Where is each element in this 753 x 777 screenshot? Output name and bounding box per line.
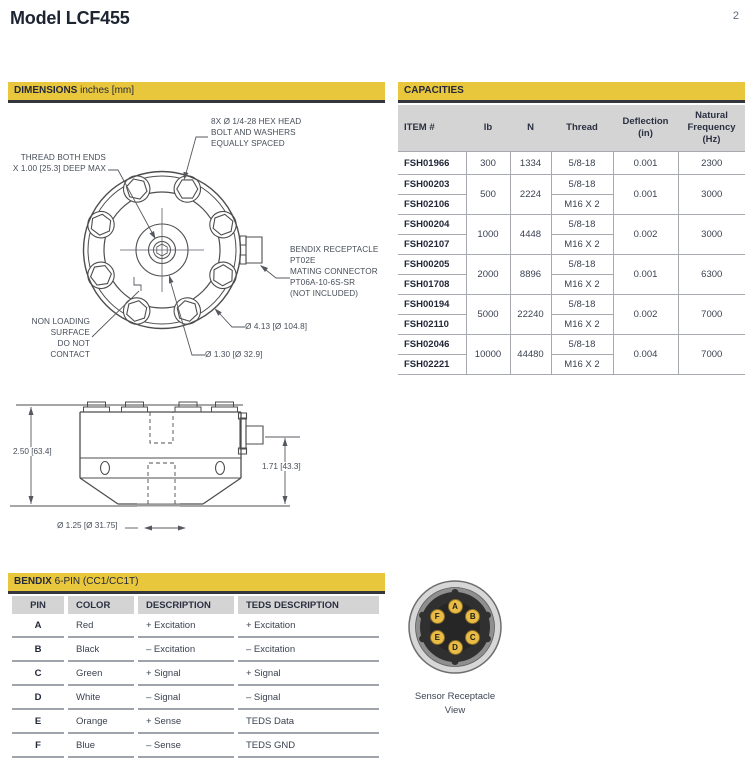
capacities-col-header: ITEM # bbox=[398, 105, 466, 152]
capacity-value-cell: 1334 bbox=[510, 152, 551, 175]
capacities-col-header: Natural Frequency (Hz) bbox=[678, 105, 745, 152]
pin-cell: A bbox=[12, 614, 64, 638]
capacity-value-cell: 8896 bbox=[510, 255, 551, 295]
capacity-value-cell: 0.004 bbox=[613, 335, 678, 375]
capacities-header-bar bbox=[398, 82, 745, 103]
dimensions-header-title: DIMENSIONS bbox=[14, 85, 78, 96]
item-number-cell: FSH02110 bbox=[398, 315, 466, 335]
connector-height-dimension-label: 1.71 [43.3] bbox=[262, 462, 301, 471]
pin-row bbox=[12, 710, 379, 734]
pin-row bbox=[12, 686, 379, 710]
capacity-value-cell: 10000 bbox=[466, 335, 510, 375]
inner-diameter-label: Ø 1.30 [Ø 32.9] bbox=[205, 350, 263, 359]
item-number-cell: FSH01708 bbox=[398, 275, 466, 295]
capacity-value-cell: 7000 bbox=[678, 335, 745, 375]
capacity-value-cell: 5/8-18 bbox=[551, 335, 613, 355]
dimensions-drawing-area bbox=[8, 100, 385, 565]
item-number-cell: FSH00203 bbox=[398, 175, 466, 195]
bolt-note: 8X Ø 1/4-28 HEX HEAD BOLT AND WASHERS EQUALLY SPACED bbox=[211, 117, 302, 148]
capacities-col-header: N bbox=[510, 105, 551, 152]
item-number-cell: FSH02107 bbox=[398, 235, 466, 255]
capacity-value-cell: 5/8-18 bbox=[551, 175, 613, 195]
capacity-value-cell: M16 X 2 bbox=[551, 235, 613, 255]
pin-cell: C bbox=[12, 662, 64, 686]
thread-note: THREAD BOTH ENDS X 1.00 [25.3] DEEP MAX bbox=[12, 153, 106, 173]
capacity-value-cell: 1000 bbox=[466, 215, 510, 255]
capacity-row bbox=[398, 295, 745, 315]
color-cell: Blue bbox=[68, 734, 134, 758]
receptacle-pins bbox=[394, 572, 516, 682]
item-number-cell: FSH02106 bbox=[398, 195, 466, 215]
pin-table-col-header: PIN bbox=[12, 596, 64, 614]
capacity-value-cell: 0.002 bbox=[613, 215, 678, 255]
capacity-value-cell: 5000 bbox=[466, 295, 510, 335]
capacity-value-cell: 4448 bbox=[510, 215, 551, 255]
pin-table bbox=[8, 596, 383, 758]
bendix-header-subtitle: 6-PIN (CC1/CC1T) bbox=[51, 576, 139, 587]
description-cell: + Signal bbox=[138, 662, 234, 686]
pin-table-col-header: DESCRIPTION bbox=[138, 596, 234, 614]
bendix-section bbox=[8, 573, 385, 758]
capacity-value-cell: 5/8-18 bbox=[551, 215, 613, 235]
color-cell: Black bbox=[68, 638, 134, 662]
bendix-receptacle-note: BENDIX RECEPTACLE PT02E MATING CONNECTOR PT06A-10-6S-SR (NOT INCLUDED) bbox=[290, 245, 379, 298]
pin-table-col-header: TEDS DESCRIPTION bbox=[238, 596, 379, 614]
pin-cell: B bbox=[12, 638, 64, 662]
item-number-cell: FSH01966 bbox=[398, 152, 466, 175]
capacities-col-header: Deflection (in) bbox=[613, 105, 678, 152]
capacity-value-cell: M16 X 2 bbox=[551, 195, 613, 215]
teds-description-cell: + Signal bbox=[238, 662, 379, 686]
item-number-cell: FSH00194 bbox=[398, 295, 466, 315]
capacity-value-cell: 2300 bbox=[678, 152, 745, 175]
capacity-value-cell: 22240 bbox=[510, 295, 551, 335]
teds-description-cell: + Excitation bbox=[238, 614, 379, 638]
capacities-header-title: CAPACITIES bbox=[404, 85, 464, 96]
capacity-value-cell: 500 bbox=[466, 175, 510, 215]
receptacle-pin-e: E bbox=[430, 630, 445, 645]
receptacle-pin-c: C bbox=[465, 630, 480, 645]
description-cell: – Signal bbox=[138, 686, 234, 710]
pin-row bbox=[12, 638, 379, 662]
receptacle-pin-a: A bbox=[448, 599, 463, 614]
capacity-value-cell: 2000 bbox=[466, 255, 510, 295]
capacity-value-cell: 0.001 bbox=[613, 255, 678, 295]
bendix-header-bar bbox=[8, 573, 385, 594]
capacity-value-cell: 0.002 bbox=[613, 295, 678, 335]
dimensions-section bbox=[8, 82, 385, 565]
capacity-value-cell: 0.001 bbox=[613, 152, 678, 175]
capacity-value-cell: 0.001 bbox=[613, 175, 678, 215]
item-number-cell: FSH00205 bbox=[398, 255, 466, 275]
pin-cell: F bbox=[12, 734, 64, 758]
teds-description-cell: TEDS Data bbox=[238, 710, 379, 734]
item-number-cell: FSH02046 bbox=[398, 335, 466, 355]
capacity-value-cell: M16 X 2 bbox=[551, 315, 613, 335]
receptacle-pin-b: B bbox=[465, 609, 480, 624]
pin-table-col-header: COLOR bbox=[68, 596, 134, 614]
bendix-header-title: BENDIX bbox=[14, 576, 52, 587]
capacity-value-cell: 3000 bbox=[678, 215, 745, 255]
capacity-value-cell: 5/8-18 bbox=[551, 152, 613, 175]
capacity-value-cell: 2224 bbox=[510, 175, 551, 215]
color-cell: Green bbox=[68, 662, 134, 686]
description-cell: – Excitation bbox=[138, 638, 234, 662]
pin-row bbox=[12, 614, 379, 638]
outer-diameter-label: Ø 4.13 [Ø 104.8] bbox=[245, 322, 308, 331]
item-number-cell: FSH02221 bbox=[398, 355, 466, 375]
page-number: 2 bbox=[732, 10, 739, 22]
teds-description-cell: – Excitation bbox=[238, 638, 379, 662]
description-cell: + Sense bbox=[138, 710, 234, 734]
pin-cell: D bbox=[12, 686, 64, 710]
color-cell: Red bbox=[68, 614, 134, 638]
capacity-value-cell: 6300 bbox=[678, 255, 745, 295]
capacity-row bbox=[398, 255, 745, 275]
capacity-row bbox=[398, 175, 745, 195]
height-dimension-label: 2.50 [63.4] bbox=[13, 447, 52, 456]
pin-row bbox=[12, 662, 379, 686]
receptacle-caption: Sensor Receptacle View bbox=[414, 691, 496, 716]
item-number-cell: FSH00204 bbox=[398, 215, 466, 235]
non-loading-note: NON LOADING SURFACE DO NOT CONTACT bbox=[31, 317, 90, 359]
capacities-col-header: Thread bbox=[551, 105, 613, 152]
color-cell: White bbox=[68, 686, 134, 710]
capacity-value-cell: 7000 bbox=[678, 295, 745, 335]
pin-cell: E bbox=[12, 710, 64, 734]
capacity-value-cell: M16 X 2 bbox=[551, 355, 613, 375]
capacity-value-cell: 3000 bbox=[678, 175, 745, 215]
capacity-value-cell: M16 X 2 bbox=[551, 275, 613, 295]
sensor-receptacle-figure bbox=[394, 572, 516, 732]
pin-row bbox=[12, 734, 379, 758]
capacity-row bbox=[398, 335, 745, 355]
capacity-value-cell: 44480 bbox=[510, 335, 551, 375]
receptacle-pin-f: F bbox=[430, 609, 445, 624]
description-cell: + Excitation bbox=[138, 614, 234, 638]
capacities-section bbox=[398, 82, 745, 375]
base-diameter-dimension-label: Ø 1.25 [Ø 31.75] bbox=[57, 521, 118, 530]
capacity-value-cell: 5/8-18 bbox=[551, 295, 613, 315]
teds-description-cell: – Signal bbox=[238, 686, 379, 710]
description-cell: – Sense bbox=[138, 734, 234, 758]
page-title: Model LCF455 bbox=[10, 8, 130, 28]
capacities-table bbox=[398, 105, 745, 375]
capacity-row bbox=[398, 152, 745, 175]
dimensions-header-units: inches [mm] bbox=[77, 85, 135, 96]
capacity-value-cell: 5/8-18 bbox=[551, 255, 613, 275]
teds-description-cell: TEDS GND bbox=[238, 734, 379, 758]
capacities-col-header: lb bbox=[466, 105, 510, 152]
capacity-value-cell: 300 bbox=[466, 152, 510, 175]
receptacle-pin-d: D bbox=[448, 640, 463, 655]
capacity-row bbox=[398, 215, 745, 235]
color-cell: Orange bbox=[68, 710, 134, 734]
